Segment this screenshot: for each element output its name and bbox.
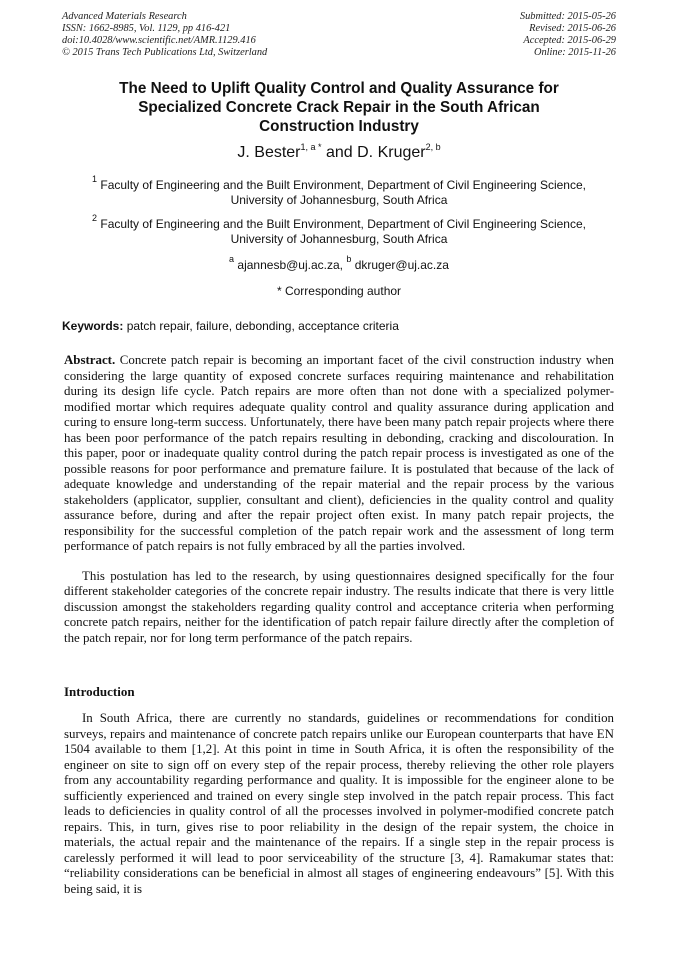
date-revised: Revised: 2015-06-26 <box>529 23 616 34</box>
author-emails <box>62 254 616 273</box>
date-online: Online: 2015-11-26 <box>533 47 616 58</box>
affiliation-line: Faculty of Engineering and the Built Environment, Department of Civil Engineering Science, <box>100 217 586 231</box>
submission-dates <box>520 11 616 59</box>
journal-copyright: © 2015 Trans Tech Publications Ltd, Switzerland <box>62 47 268 58</box>
author-name: J. Bester <box>237 144 301 161</box>
affiliation-line: Faculty of Engineering and the Built Environment, Department of Civil Engineering Science, <box>100 178 586 192</box>
abstract-label: Abstract. <box>64 353 116 367</box>
affiliation-2 <box>62 213 616 247</box>
journal-info <box>62 11 267 59</box>
keywords-label: Keywords: <box>62 319 124 333</box>
affiliation-sup: 2 <box>92 213 98 223</box>
section-heading-introduction: Introduction <box>64 684 135 699</box>
corresponding-author-note: * Corresponding author <box>276 284 402 298</box>
affiliation-sup: 1 <box>92 174 98 184</box>
date-submitted: Submitted: 2015-05-26 <box>519 11 616 22</box>
keywords <box>62 319 616 333</box>
journal-doi[interactable]: doi:10.4028/www.scientific.net/AMR.1129.416 <box>62 35 256 46</box>
author-sup: 1, a * <box>300 142 322 152</box>
author-name: D. Kruger <box>357 144 426 161</box>
affiliation-line: University of Johannesburg, South Africa <box>230 193 448 207</box>
title-line: Construction Industry <box>259 118 419 135</box>
date-accepted: Accepted: 2015-06-29 <box>523 35 616 46</box>
affiliation-1 <box>62 174 616 208</box>
author-and: and <box>321 144 358 161</box>
title-line: The Need to Uplift Quality Control and Quality Assurance for <box>119 80 559 97</box>
abstract <box>64 353 614 646</box>
introduction-paragraph: In South Africa, there are currently no standards, guidelines or recommendations for condition surveys, repairs and maintenance of concrete patch repairs unlike our European counterparts that have EN 1504 available to them [1,2]. At this point in time in South Africa, it is often the responsibility of the engineer on site to sign off on every step of the repair process, thereby relieving the other role players from any accountability regarding performance and quality. It is impossible for the engineer alone to be sufficiently experienced and trained on every single step involved in the patch repair process. This fact leads to deficiencies in quality control of all the processes involved in polymer-modified concrete patch repairs. This, in turn, gives rise to poor reliability in the design of the repair system, the choice in materials, the actual repair and the maintenance of the repairs. If a single step in the repair process is carelessly performed it will lead to poor serviceability of the structure [3, 4]. Ramakumar states that: “reliability considerations can be beneficial in almost all stages of engineering endeavours” [5]. With this being said, it is <box>64 711 614 896</box>
email-link[interactable]: ajannesb@uj.ac.za, <box>237 258 343 272</box>
abstract-paragraph: This postulation has led to the research, by using questionnaires designed specifically for the four different stakeholder categories of the concrete repair industry. The results indicate that there is very little discussion amongst the stakeholders regarding quality control and acceptance criteria when performing concrete patch repairs, neither for the identification of patch repair failure directly after the completion of the patch repair, nor for long term performance of the patch repairs. <box>64 568 614 645</box>
email-sup: b <box>346 254 352 264</box>
abstract-paragraph: Abstract. Concrete patch repair is becoming an important facet of the civil construction industry when considering the large quantity of exposed concrete surfaces requiring maintenance and rehabilitation during its design life cycle. Patch repairs are more often than not done with a specialized polymer-modified mortar which requires adequate quality control and quality assurance during application and curing to ensure long-term success. Unfortunately, there have been many patch repair projects where there has been poor performance of the patch repairs resulting in debonding, cracking and discolouration. In this paper, poor or inadequate quality control during the patch repair process is investigated as one of the possible reasons for poor performance and premature failure. It is postulated that because of the lack of adequate knowledge and understanding of the repair material and the repair process by the various stakeholders (applicator, supplier, consultant and client), deficiencies in the quality control and quality assurance before, during and after the repair project often exist. In many patch repair projects, the responsibility for the successful completion of the patch repair work and the assessment of long term performance of patch repairs is not fully embraced by all the parties involved. <box>64 353 614 553</box>
email-sup: a <box>229 254 235 264</box>
affiliation-line: University of Johannesburg, South Africa <box>230 232 448 246</box>
title-line: Specialized Concrete Crack Repair in the South African <box>138 99 540 116</box>
author-sup: 2, b <box>425 142 441 152</box>
author-line <box>62 144 616 162</box>
email-link[interactable]: dkruger@uj.ac.za <box>354 258 449 272</box>
keywords-text: patch repair, failure, debonding, acceptance criteria <box>123 319 399 333</box>
journal-issn: ISSN: 1662-8985, Vol. 1129, pp 416-421 <box>62 23 231 34</box>
paper-title <box>62 79 616 136</box>
journal-name: Advanced Materials Research <box>62 11 187 22</box>
introduction-body <box>64 711 614 897</box>
